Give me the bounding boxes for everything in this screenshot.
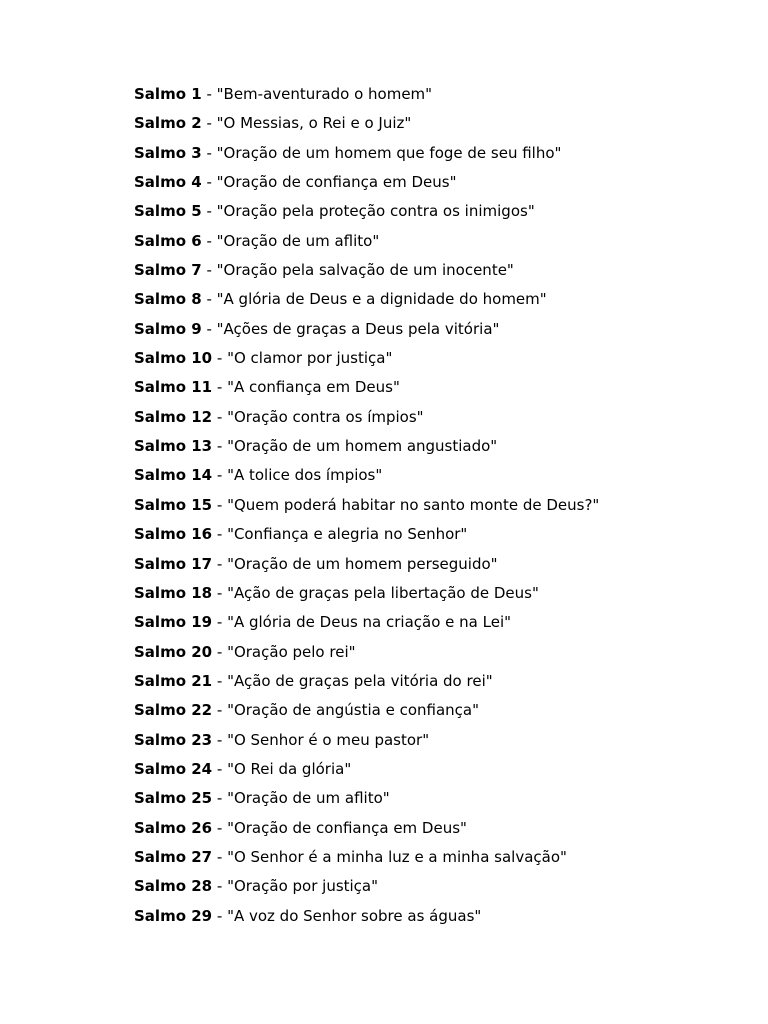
psalm-separator: - <box>201 290 217 309</box>
psalm-entry <box>134 642 599 671</box>
psalm-entry <box>134 788 599 817</box>
psalm-separator: - <box>212 613 228 632</box>
psalm-separator: - <box>212 466 228 485</box>
psalm-number: Salmo 11 <box>134 378 213 397</box>
psalm-entry <box>134 289 599 318</box>
psalm-number: Salmo 8 <box>134 290 202 309</box>
psalm-entry <box>134 730 599 759</box>
psalm-title: "Ação de graças pela vitória do rei" <box>227 671 493 690</box>
psalm-entry <box>134 583 599 612</box>
psalm-separator: - <box>212 906 228 925</box>
psalm-separator: - <box>212 437 228 456</box>
psalm-title: "Oração pela salvação de um inocente" <box>216 261 514 280</box>
psalm-entry <box>134 876 599 905</box>
psalm-separator: - <box>212 349 228 368</box>
psalm-title: "Oração de um aflito" <box>216 231 380 250</box>
psalm-separator: - <box>201 114 217 133</box>
psalm-title: "Oração de confiança em Deus" <box>216 173 457 192</box>
psalm-title: "A tolice dos ímpios" <box>227 466 383 485</box>
psalm-title: "Ações de graças a Deus pela vitória" <box>216 319 500 338</box>
psalm-entry <box>134 612 599 641</box>
psalm-number: Salmo 28 <box>134 877 213 896</box>
psalm-number: Salmo 26 <box>134 818 213 837</box>
psalm-number: Salmo 4 <box>134 173 202 192</box>
psalm-separator: - <box>212 495 228 514</box>
psalm-title: "O Rei da glória" <box>227 759 352 778</box>
psalm-separator: - <box>201 231 217 250</box>
psalm-entry <box>134 348 599 377</box>
psalm-number: Salmo 24 <box>134 759 213 778</box>
psalm-title: "A confiança em Deus" <box>227 378 400 397</box>
psalm-title: "Oração por justiça" <box>227 877 379 896</box>
psalm-separator: - <box>212 407 228 426</box>
psalm-title: "Oração de um homem angustiado" <box>227 437 498 456</box>
psalm-entry <box>134 495 599 524</box>
psalm-entry <box>134 906 599 935</box>
psalm-entry <box>134 700 599 729</box>
psalm-separator: - <box>212 847 228 866</box>
psalm-number: Salmo 20 <box>134 642 213 661</box>
psalm-title: "Oração de um homem que foge de seu filho" <box>216 143 562 162</box>
psalm-title: "Bem-aventurado o homem" <box>216 85 433 103</box>
psalm-number: Salmo 7 <box>134 261 202 280</box>
psalm-separator: - <box>212 554 228 573</box>
psalm-entry <box>134 465 599 494</box>
psalm-number: Salmo 3 <box>134 143 202 162</box>
psalm-number: Salmo 29 <box>134 906 213 925</box>
psalm-title: "A glória de Deus e a dignidade do homem" <box>216 290 547 309</box>
psalm-entry <box>134 818 599 847</box>
psalm-separator: - <box>212 583 228 602</box>
psalm-title: "Oração pelo rei" <box>227 642 356 661</box>
psalm-number: Salmo 25 <box>134 789 213 808</box>
psalm-title: "Oração de um homem perseguido" <box>227 554 498 573</box>
psalm-title: "Oração contra os ímpios" <box>227 407 424 426</box>
psalm-title: "A glória de Deus na criação e na Lei" <box>227 613 512 632</box>
psalm-number: Salmo 23 <box>134 730 213 749</box>
psalm-number: Salmo 19 <box>134 613 213 632</box>
psalm-list <box>134 84 599 935</box>
psalm-title: "O Senhor é o meu pastor" <box>227 730 430 749</box>
psalm-entry <box>134 407 599 436</box>
psalm-number: Salmo 17 <box>134 554 213 573</box>
psalm-title: "Oração de um aflito" <box>227 789 390 808</box>
psalm-separator: - <box>201 173 217 192</box>
psalm-title: "Confiança e alegria no Senhor" <box>227 525 468 544</box>
psalm-entry <box>134 524 599 553</box>
psalm-number: Salmo 12 <box>134 407 213 426</box>
psalm-title: "Quem poderá habitar no santo monte de Deus?" <box>227 495 600 514</box>
psalm-separator: - <box>201 202 217 221</box>
psalm-title: "O Messias, o Rei e o Juiz" <box>216 114 412 133</box>
psalm-entry <box>134 847 599 876</box>
psalm-title: "Ação de graças pela libertação de Deus" <box>227 583 539 602</box>
psalm-separator: - <box>212 671 228 690</box>
psalm-number: Salmo 2 <box>134 114 202 133</box>
psalm-separator: - <box>201 319 217 338</box>
psalm-number: Salmo 27 <box>134 847 213 866</box>
psalm-number: Salmo 16 <box>134 525 213 544</box>
psalm-title: "Oração de confiança em Deus" <box>227 818 467 837</box>
psalm-entry <box>134 759 599 788</box>
psalm-number: Salmo 5 <box>134 202 202 221</box>
psalm-title: "A voz do Senhor sobre as águas" <box>227 906 482 925</box>
psalm-number: Salmo 1 <box>134 85 202 103</box>
psalm-separator: - <box>201 143 217 162</box>
psalm-entry <box>134 84 599 113</box>
psalm-number: Salmo 10 <box>134 349 213 368</box>
psalm-number: Salmo 18 <box>134 583 213 602</box>
psalm-title: "Oração de angústia e confiança" <box>227 701 479 720</box>
psalm-separator: - <box>212 730 228 749</box>
psalm-title: "O clamor por justiça" <box>227 349 393 368</box>
psalm-number: Salmo 21 <box>134 671 213 690</box>
psalm-entry <box>134 260 599 289</box>
psalm-number: Salmo 15 <box>134 495 213 514</box>
psalm-separator: - <box>201 261 217 280</box>
psalm-entry <box>134 172 599 201</box>
psalm-title: "Oração pela proteção contra os inimigos" <box>216 202 535 221</box>
psalm-entry <box>134 671 599 700</box>
psalm-separator: - <box>212 789 228 808</box>
psalm-number: Salmo 14 <box>134 466 213 485</box>
psalm-entry <box>134 554 599 583</box>
psalm-number: Salmo 9 <box>134 319 202 338</box>
psalm-entry <box>134 113 599 142</box>
psalm-separator: - <box>212 759 228 778</box>
psalm-separator: - <box>212 818 228 837</box>
psalm-separator: - <box>212 642 228 661</box>
psalm-entry <box>134 201 599 230</box>
psalm-entry <box>134 231 599 260</box>
psalm-number: Salmo 13 <box>134 437 213 456</box>
psalm-number: Salmo 22 <box>134 701 213 720</box>
psalm-separator: - <box>201 85 217 103</box>
psalm-entry <box>134 377 599 406</box>
psalm-entry <box>134 319 599 348</box>
psalm-entry <box>134 436 599 465</box>
psalm-separator: - <box>212 525 228 544</box>
psalm-title: "O Senhor é a minha luz e a minha salvação" <box>227 847 567 866</box>
psalm-separator: - <box>212 701 228 720</box>
psalm-number: Salmo 6 <box>134 231 202 250</box>
psalm-separator: - <box>212 877 228 896</box>
psalm-entry <box>134 143 599 172</box>
psalm-separator: - <box>212 378 228 397</box>
